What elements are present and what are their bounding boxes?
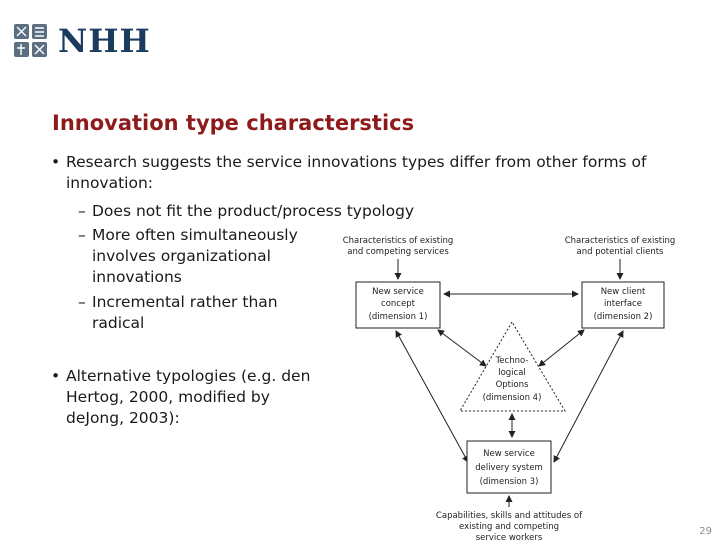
bullet-text: Alternative typologies (e.g. den Hertog, 2000, modified by deJong, 2003): [66, 367, 311, 427]
triangle-label: (dimension 4) [482, 393, 542, 403]
box-label: delivery system [475, 463, 543, 473]
caption-clients: and potential clients [576, 247, 664, 257]
triangle-label: Techno- [495, 356, 529, 366]
sub-bullet-item [78, 225, 318, 288]
box-label: interface [604, 299, 642, 309]
dash-icon: – [78, 226, 86, 244]
caption-services: and competing services [347, 247, 449, 257]
bullet-item [51, 366, 331, 429]
page-number: 29 [699, 526, 712, 537]
innovation-diagram [336, 230, 696, 546]
box-label: (dimension 1) [368, 312, 428, 322]
bullet-dot-icon: • [51, 367, 61, 385]
bullet-dot-icon: • [51, 153, 61, 171]
bullet-text: Research suggests the service innovations types differ from other forms of innovation: [66, 153, 647, 192]
sub-bullet-text: Incremental rather than radical [92, 293, 278, 332]
logo-text: NHH [58, 22, 151, 60]
arrow [396, 331, 468, 462]
box-label: (dimension 3) [479, 477, 539, 487]
arrow [438, 330, 486, 366]
box-label: New service [372, 287, 424, 297]
dash-icon: – [78, 293, 86, 311]
box-label: New service [483, 449, 535, 459]
dash-icon: – [78, 202, 86, 220]
caption-clients: Characteristics of existing [564, 236, 676, 246]
arrow [539, 330, 584, 366]
sub-bullet-text: More often simultaneously involves organizational innovations [92, 226, 298, 286]
caption-workers: service workers [475, 533, 543, 543]
caption-workers: existing and competing [458, 522, 560, 532]
bullet-item [51, 152, 691, 194]
caption-services: Characteristics of existing [342, 236, 454, 246]
triangle-label: logical [498, 368, 526, 378]
sub-bullet-text: Does not fit the product/process typology [92, 202, 415, 220]
box-label: New client [600, 287, 646, 297]
box-label: concept [381, 299, 415, 309]
caption-workers: Capabilities, skills and attitudes of [435, 511, 583, 521]
arrow [554, 331, 623, 462]
triangle-label: Options [495, 380, 529, 390]
slide-title: Innovation type characterstics [52, 111, 415, 135]
nhh-emblem-icon [14, 24, 48, 58]
sub-bullet-item [78, 292, 318, 334]
box-label: (dimension 2) [593, 312, 653, 322]
nhh-logo [14, 24, 151, 58]
sub-bullet-item [78, 201, 498, 222]
